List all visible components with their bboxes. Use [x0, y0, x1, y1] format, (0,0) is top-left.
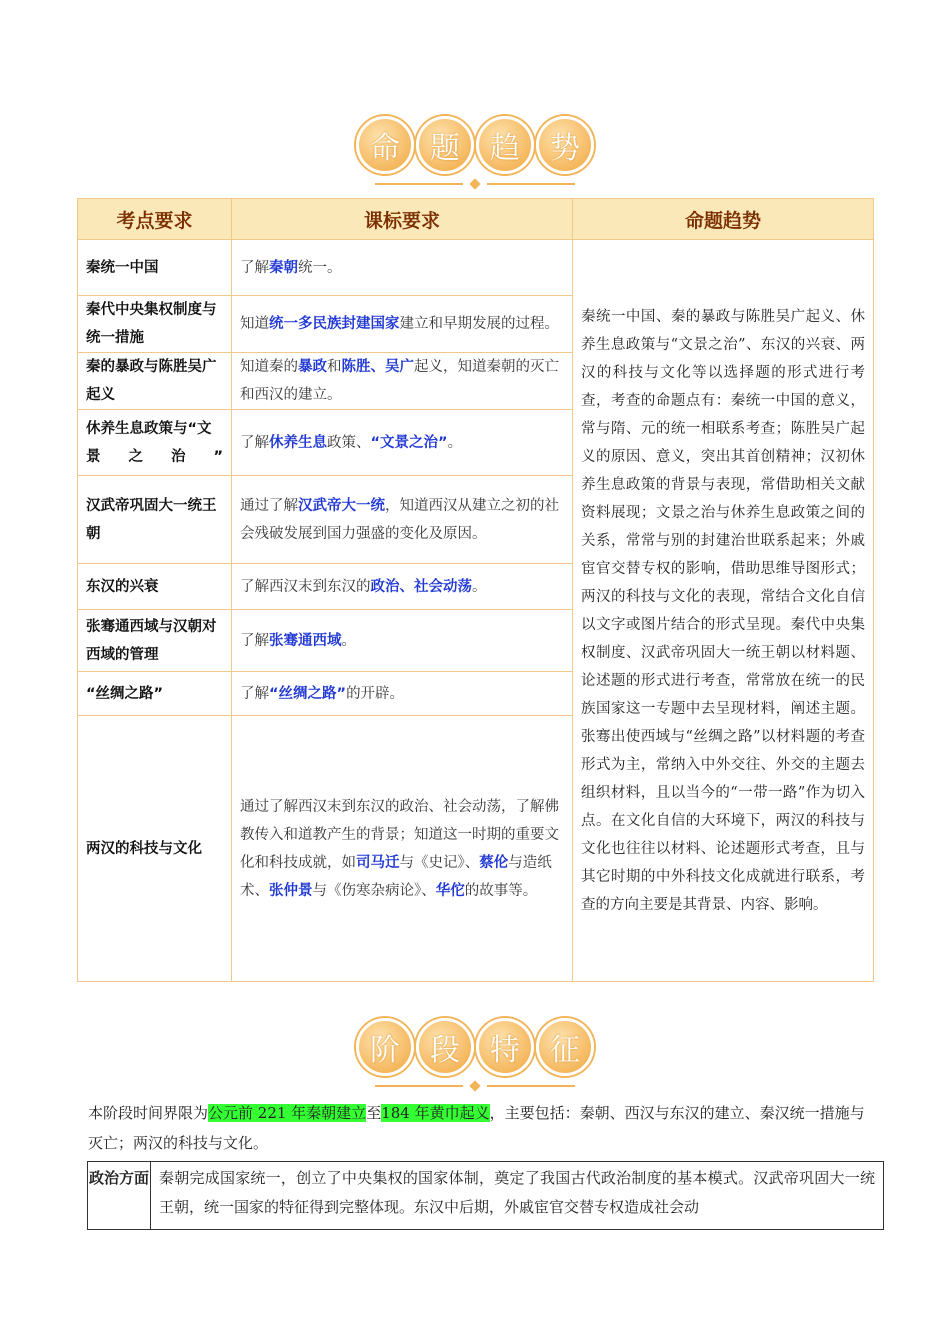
col-header-trend: 命题趋势 [573, 199, 874, 240]
exam-point-cell: 秦代中央集权制度与统一措施 [78, 296, 232, 353]
stage-heading [356, 1018, 594, 1076]
stage-heading-badge [0, 1018, 950, 1092]
keyword: 张仲景 [269, 882, 313, 899]
keyword: 统一多民族封建国家 [269, 316, 400, 332]
requirement-text: 的故事等。 [464, 882, 538, 899]
requirement-text: 了解 [240, 259, 269, 276]
keyword: 张骞通西域 [269, 632, 342, 649]
requirement-text: 建立和早期发展的过程。 [399, 316, 559, 332]
keyword: 暴政 [298, 359, 327, 375]
trend-heading-badge [0, 116, 950, 190]
col-header-exam-points: 考点要求 [78, 199, 232, 240]
requirement-text: ，知道西汉从建立之初的社会残破发展到国力强盛的变化及原因。 [240, 497, 559, 542]
requirement-text: 。 [447, 434, 463, 451]
keyword: 蔡伦 [479, 854, 509, 871]
requirement-text: 了解 [240, 685, 269, 702]
requirement-text: 了解 [240, 434, 269, 451]
highlighted-date: 184 年黄巾起义 [381, 1104, 490, 1122]
requirement-text: 起义，知道秦朝的灭亡和西汉的建立。 [240, 359, 559, 403]
requirement-text: 。 [341, 632, 356, 649]
requirement-text: 和 [327, 359, 342, 375]
stage-table [87, 1161, 884, 1230]
curriculum-requirement-cell [232, 716, 573, 982]
exam-point-cell: 休养生息政策与“文景之治” [78, 410, 232, 476]
keyword: “丝绸之路” [269, 685, 347, 702]
requirement-text: 的开辟。 [346, 685, 405, 702]
exam-point-cell: 东汉的兴衰 [78, 564, 232, 610]
requirement-text: 与《史记》、 [399, 854, 480, 871]
table-header-row [78, 199, 874, 240]
exam-point-cell: 秦的暴政与陈胜吴广起义 [78, 353, 232, 410]
keyword: 休养生息 [269, 434, 327, 451]
heading-char: 征 [536, 1018, 594, 1076]
curriculum-requirement-cell [232, 610, 573, 672]
exam-point-cell: 汉武帝巩固大一统王朝 [78, 476, 232, 564]
heading-char: 命 [356, 116, 414, 174]
stage-row [88, 1162, 884, 1230]
requirement-text: 通过了解西汉末到东汉的政治、社会动荡，了解佛教传入和道教产生的背景；知道这一时期的重要文化和科技成就，如 [240, 798, 559, 871]
requirement-text: 通过了解 [240, 497, 298, 514]
curriculum-requirement-cell [232, 410, 573, 476]
heading-char: 势 [536, 116, 594, 174]
keyword: “文景之治” [370, 434, 448, 451]
requirement-text: 了解西汉末到东汉的 [240, 578, 371, 595]
heading-char: 阶 [356, 1018, 414, 1076]
keyword: 汉武帝大一统 [298, 497, 385, 514]
trend-heading [356, 116, 594, 174]
exam-point-cell: 张骞通西域与汉朝对西域的管理 [78, 610, 232, 672]
requirement-text: 知道秦的 [240, 359, 298, 375]
curriculum-requirement-cell [232, 564, 573, 610]
table-row [78, 240, 874, 296]
stage-label-cell: 政治方面 [88, 1162, 151, 1230]
keyword: 秦朝 [269, 259, 298, 276]
requirement-text: 。 [472, 578, 487, 595]
requirement-text: 政策、 [327, 434, 371, 451]
highlighted-date: 公元前 221 年秦朝建立 [208, 1104, 367, 1122]
exam-point-cell: “丝绸之路” [78, 672, 232, 716]
heading-char: 趋 [476, 116, 534, 174]
exam-point-cell: 两汉的科技与文化 [78, 716, 232, 982]
curriculum-requirement-cell [232, 353, 573, 410]
intro-text: 本阶段时间界限为 [88, 1104, 209, 1122]
trend-description-cell: 秦统一中国、秦的暴政与陈胜吴广起义、休养生息政策与“文景之治”、东汉的兴衰、两汉的科技与文化等以选择题的形式进行考查，考查的命题点有：秦统一中国的意义，常与隋、元的统一相联系考查；陈胜吴广起义的原因、意义，突出其首创精神；汉初休养生息政策的背景与表现，常借助相关文献资料展现；文景之治与休养生息政策之间的关系，常常与别的封建治世联系起来；外戚宦官交替专权的影响，借助思维导图形式；两汉的科技与文化的表现，常结合文化自信以文字或图片结合的形式呈现。秦代中央集权制度、汉武帝巩固大一统王朝以材料题、论述题的形式进行考查，常常放在统一的民族国家这一专题中去呈现材料，阐述主题。张骞出使西域与“丝绸之路”以材料题的考查形式为主，常纳入中外交往、外交的主题去组织材料，且以当今的“一带一路”作为切入点。在文化自信的大环境下，两汉的科技与文化也往往以材料、论述题形式考查，且与其它时期的中外科技文化成就进行联系，考查的方向主要是其背景、内容、影响。 [573, 240, 874, 982]
trend-table [77, 198, 874, 982]
keyword: 司马迁 [356, 854, 400, 871]
keyword: 政治、社会动荡 [370, 578, 472, 595]
curriculum-requirement-cell [232, 672, 573, 716]
heading-char: 特 [476, 1018, 534, 1076]
heading-char: 段 [416, 1018, 474, 1076]
col-header-curriculum: 课标要求 [232, 199, 573, 240]
heading-ornament [375, 1082, 575, 1090]
intro-text: ，主要包括：秦朝、西汉与东汉的建立、秦汉统一措施与灭亡；两汉的科技与文化。 [88, 1104, 865, 1152]
intro-text: 至 [366, 1104, 382, 1122]
stage-intro-paragraph [88, 1098, 874, 1158]
exam-point-cell: 秦统一中国 [78, 240, 232, 296]
heading-ornament [375, 180, 575, 188]
requirement-text: 了解 [240, 632, 269, 649]
requirement-text: 与《伤寒杂病论》、 [312, 882, 436, 899]
requirement-text: 知道 [240, 316, 269, 332]
curriculum-requirement-cell [232, 296, 573, 353]
stage-content-cell: 秦朝完成国家统一，创立了中央集权的国家体制，奠定了我国古代政治制度的基本模式。汉武帝巩固大一统王朝，统一国家的特征得到完整体现。东汉中后期，外戚宦官交替专权造成社会动 [151, 1162, 884, 1230]
requirement-text: 与造纸术、 [240, 854, 552, 899]
curriculum-requirement-cell [232, 476, 573, 564]
heading-char: 题 [416, 116, 474, 174]
keyword: 华佗 [435, 882, 465, 899]
requirement-text: 统一。 [298, 259, 342, 276]
keyword: 陈胜、吴广 [341, 359, 414, 375]
curriculum-requirement-cell [232, 240, 573, 296]
